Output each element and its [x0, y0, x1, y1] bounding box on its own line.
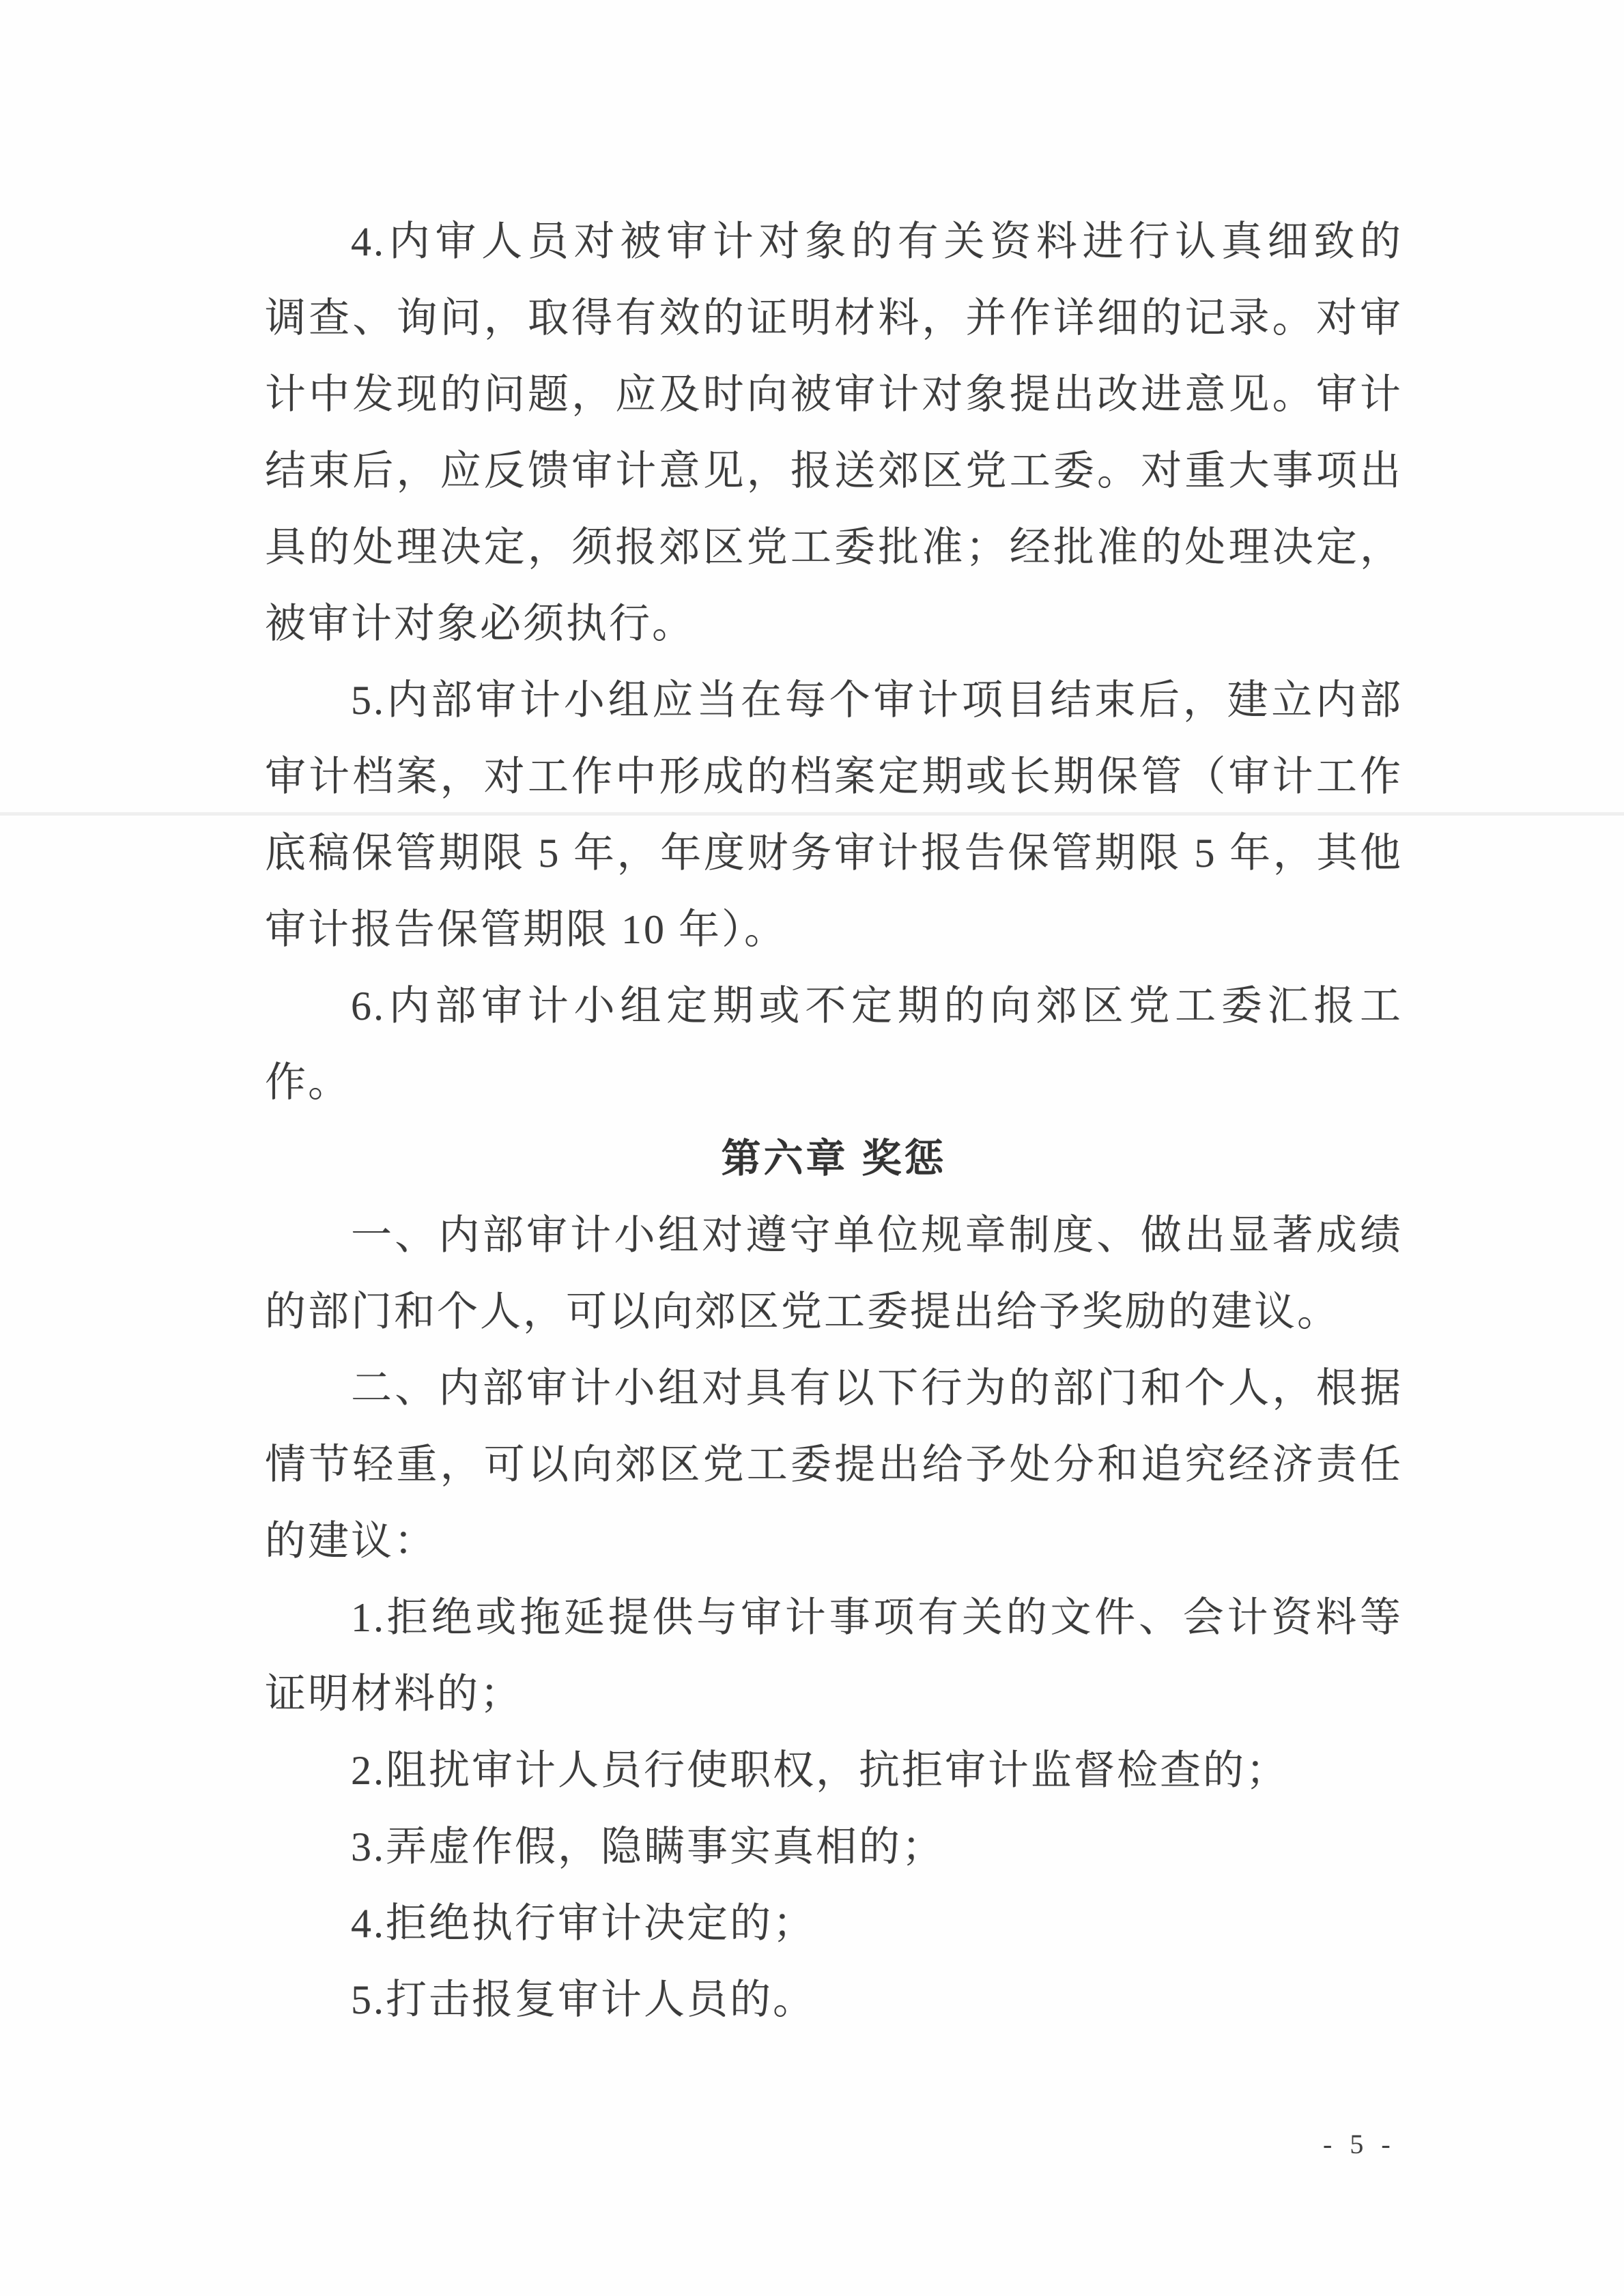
page-number: - 5 - [1323, 2129, 1396, 2159]
text-line: 作。 [265, 1060, 351, 1105]
text-line: 5.内部审计小组应当在每个审计项目结束后，建立内部 [351, 678, 1403, 723]
text-line: 审计报告保管期限 10 年）。 [265, 907, 787, 952]
text-line: 一、内部审计小组对遵守单位规章制度、做出显著成绩 [351, 1213, 1403, 1258]
text-line: 4.拒绝执行审计决定的； [351, 1901, 816, 1946]
document-text-block [265, 203, 1403, 2038]
text-line: 二、内部审计小组对具有以下行为的部门和个人，根据 [351, 1366, 1403, 1411]
text-line: 调查、询问，取得有效的证明材料，并作详细的记录。对审 [265, 296, 1403, 341]
text-line: 结束后，应反馈审计意见，报送郊区党工委。对重大事项出 [265, 448, 1403, 493]
text-line: 的建议： [265, 1519, 437, 1564]
text-line: 3.弄虚作假，隐瞒事实真相的； [351, 1824, 945, 1869]
text-line: 6.内部审计小组定期或不定期的向郊区党工委汇报工 [351, 984, 1403, 1029]
text-line: 情节轻重，可以向郊区党工委提出给予处分和追究经济责任 [265, 1442, 1403, 1487]
text-line: 具的处理决定，须报郊区党工委批准；经批准的处理决定， [265, 525, 1403, 570]
text-line: 审计档案，对工作中形成的档案定期或长期保管（审计工作 [265, 754, 1403, 799]
chapter-heading: 第六章 奖惩 [721, 1136, 947, 1181]
text-line: 4.内审人员对被审计对象的有关资料进行认真细致的 [351, 219, 1403, 264]
text-line: 被审计对象必须执行。 [265, 601, 695, 646]
text-line: 2.阻扰审计人员行使职权，抗拒审计监督检查的； [351, 1748, 1289, 1793]
text-line: 证明材料的； [265, 1671, 523, 1717]
text-line: 1.拒绝或拖延提供与审计事项有关的文件、会计资料等 [351, 1595, 1403, 1640]
text-line: 5.打击报复审计人员的。 [351, 1977, 816, 2022]
text-line: 底稿保管期限 5 年，年度财务审计报告保管期限 5 年，其他 [265, 831, 1403, 876]
text-line: 计中发现的问题，应及时向被审计对象提出改进意见。审计 [265, 372, 1403, 417]
text-line: 的部门和个人，可以向郊区党工委提出给予奖励的建议。 [265, 1289, 1340, 1334]
